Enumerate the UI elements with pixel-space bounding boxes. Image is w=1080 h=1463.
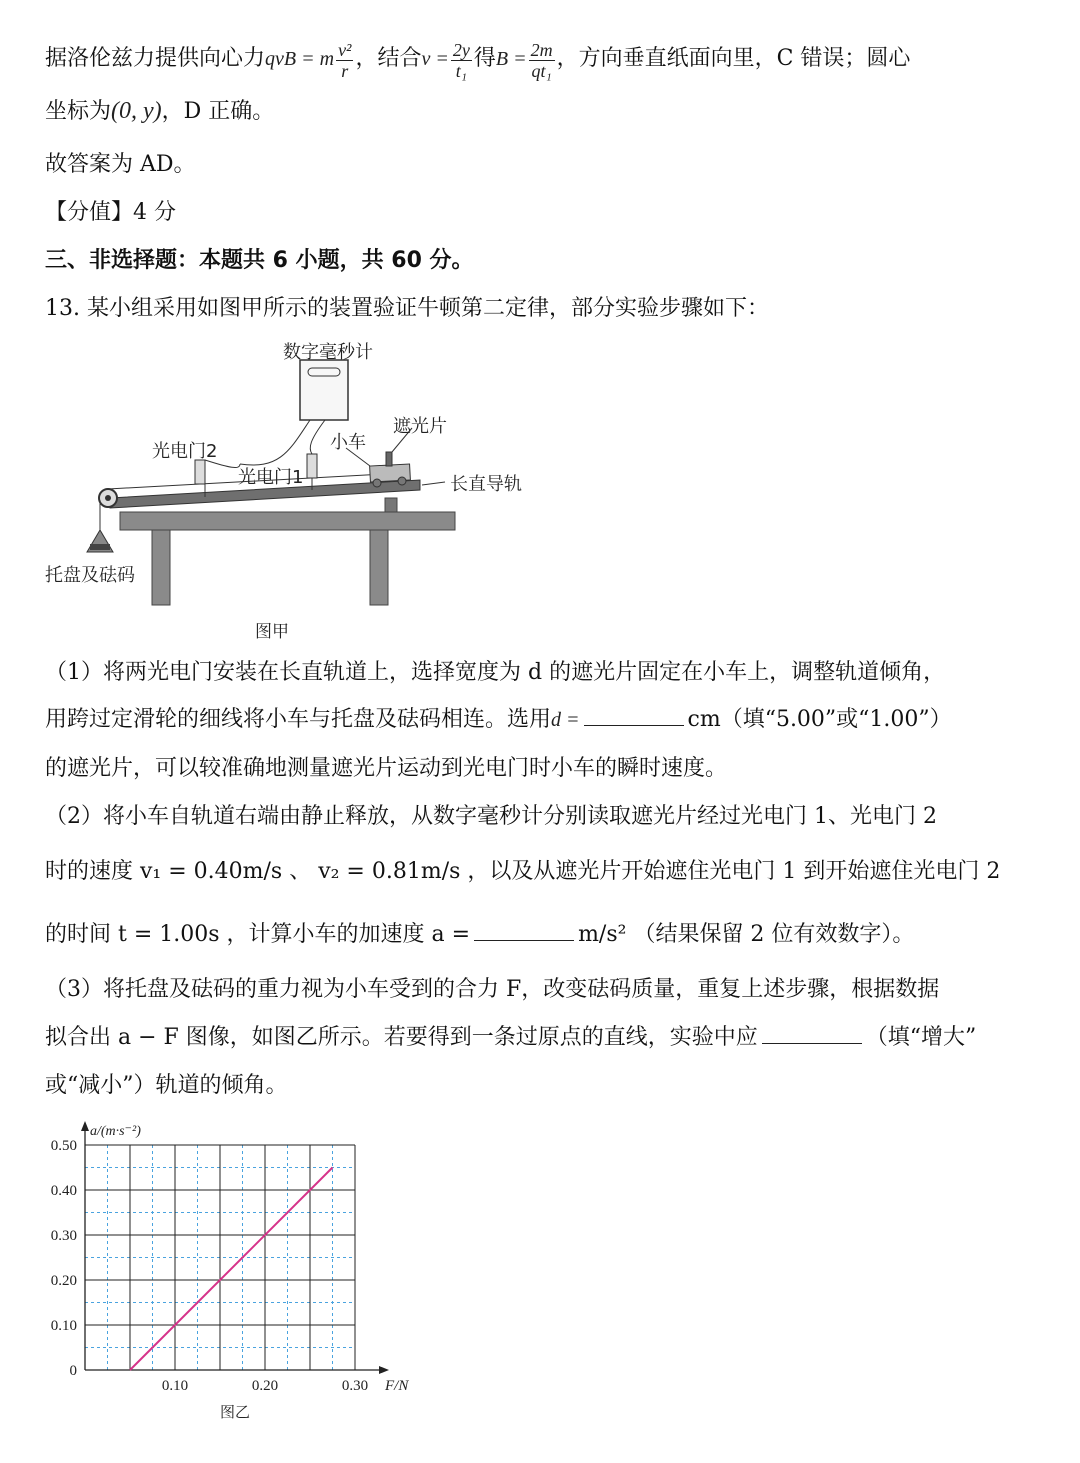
series-line-a-f	[130, 1168, 333, 1371]
section-heading: 三、非选择题：本题共 6 小题，共 60 分。	[45, 248, 474, 273]
x-tick-label: 0.30	[341, 1378, 369, 1394]
answer-blank-1[interactable]	[584, 705, 684, 726]
y-tick-label: 0.50	[50, 1138, 77, 1154]
label-long-track: 长直导轨	[450, 474, 522, 495]
part3-line-2: 拟合出 a − F 图像，如图乙所示。若要得到一条过原点的直线，实验中应 （填“增大”	[45, 1025, 977, 1050]
label-photogate-1: 光电门1	[238, 467, 304, 488]
figure2-caption: 图乙	[219, 1405, 251, 1421]
label-cart: 小车	[330, 432, 366, 453]
part1-line-3: 的遮光片，可以较准确地测量遮光片运动到光电门时小车的瞬时速度。	[45, 756, 728, 781]
label-photogate-2: 光电门2	[152, 441, 218, 462]
table-top	[120, 512, 455, 530]
table-leg-right	[370, 530, 388, 605]
equation-velocity: v = $\frac{2y}{\text{t₁}}$	[421, 40, 470, 81]
part3-line-1: （3）将托盘及砝码的重力视为小车受到的合力 F，改变砝码质量，重复上述步骤，根据数据	[45, 977, 940, 1002]
part1-line-2: 用跨过定滑轮的细线将小车与托盘及砝码相连。选用d = cm（填“5.00”或“1.00”）	[45, 707, 952, 732]
score-line: 【分值】4 分	[45, 200, 176, 225]
x-axis-label: F/N	[385, 1378, 409, 1394]
table-leg-left	[152, 530, 170, 605]
equation-field: B = $\frac{2m}{\text{qt₁}}$	[495, 40, 553, 81]
figure1-caption: 图甲	[255, 622, 289, 642]
part2-line-1: （2）将小车自轨道右端由静止释放，从数字毫秒计分别读取遮光片经过光电门 1、光电门 2	[45, 804, 937, 829]
text: ，结合	[355, 46, 422, 72]
a-f-chart	[40, 1115, 440, 1435]
answer-blank-2[interactable]	[474, 920, 574, 941]
solution-line-2	[45, 96, 274, 127]
x-axis-arrow	[379, 1366, 389, 1374]
y-tick-label: 0	[69, 1363, 77, 1379]
part3-line-3: 或“减小”）轨道的倾角。	[45, 1073, 288, 1098]
label-digital-timer: 数字毫秒计	[283, 342, 373, 363]
text: ，方向垂直纸面向里，C 错误；圆心	[556, 46, 911, 72]
photogate-2	[195, 460, 205, 484]
part1-line-1: （1）将两光电门安装在长直轨道上，选择宽度为 d 的遮光片固定在小车上，调整轨道倾角，	[45, 660, 946, 685]
y-tick-label: 0.40	[50, 1183, 77, 1199]
part2-line-2: 时的速度 v₁ = 0.40m/s 、 v₂ = 0.81m/s ，以及从遮光片开始遮住光电门 1 到开始遮住光电门 2	[45, 859, 1001, 884]
label-tray-and-weights: 托盘及砝码	[45, 565, 135, 586]
shade-plate	[386, 452, 392, 466]
solution-line-1	[45, 40, 910, 81]
x-tick-label: 0.20	[251, 1378, 279, 1394]
text: 据洛伦兹力提供向心力	[45, 46, 266, 72]
y-axis-arrow	[81, 1121, 89, 1131]
answer-blank-3[interactable]	[762, 1023, 862, 1044]
part2-line-3: 的时间 t = 1.00s ，计算小车的加速度 a = m/s² （结果保留 2 位有效数字）。	[45, 922, 915, 947]
text: ，D 正确。	[161, 99, 275, 124]
y-tick-label: 0.30	[50, 1228, 77, 1244]
text: 坐标为	[45, 99, 112, 124]
answer-line: 故答案为 AD。	[45, 152, 196, 177]
equation-force: qvB = m $\frac{\text{v²}}{r}$	[265, 40, 352, 81]
photogate-1	[307, 454, 317, 478]
text: 得	[473, 46, 496, 72]
y-tick-label: 0.20	[50, 1273, 77, 1289]
question-stem: 13. 某小组采用如图甲所示的装置验证牛顿第二定律，部分实验步骤如下：	[45, 296, 769, 321]
y-tick-label: 0.10	[50, 1318, 77, 1334]
y-axis-label: a/(m·s⁻²)	[90, 1124, 141, 1139]
label-shade-plate: 遮光片	[393, 416, 447, 437]
equation-center: (0, y)	[111, 98, 162, 124]
x-tick-label: 0.10	[161, 1378, 189, 1394]
digital-timer	[300, 360, 348, 420]
